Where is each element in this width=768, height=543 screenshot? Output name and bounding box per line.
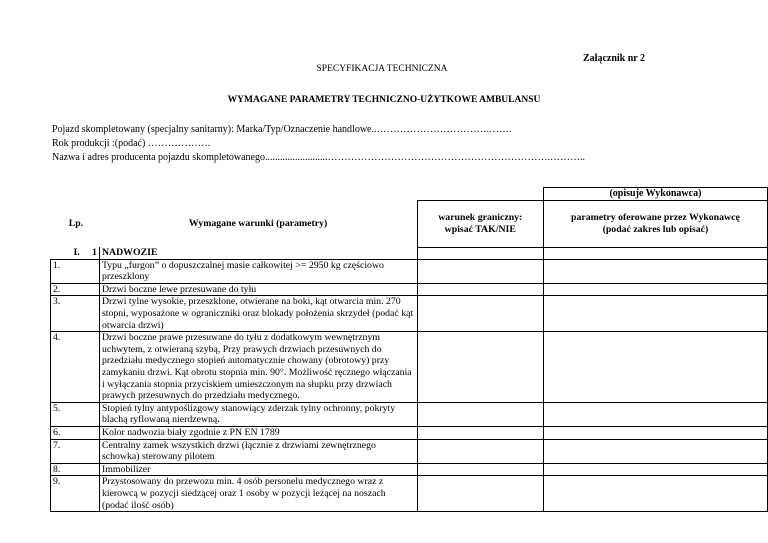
table-row — [51, 463, 768, 476]
row-lp: 5. — [51, 402, 100, 426]
row-limit-cell[interactable] — [417, 439, 543, 463]
row-limit-cell[interactable] — [417, 283, 543, 296]
table-row — [51, 476, 768, 512]
row-offer-cell[interactable] — [543, 427, 767, 440]
col-offer-header: parametry oferowane przez Wykonawcę (podać zakres lub opisać) — [543, 200, 767, 247]
row-limit-cell[interactable] — [417, 476, 543, 512]
row-lp: 8. — [51, 463, 100, 476]
meta-year-line: Rok produkcji :(podać) ………………. — [52, 138, 211, 149]
params-title: WYMAGANE PARAMETRY TECHNICZNO-UŻYTKOWE AMBULANSU — [227, 95, 541, 105]
row-limit-cell[interactable] — [417, 402, 543, 426]
row-text: Kolor nadwozia biały zgodnie z PN EN 1789 — [99, 427, 417, 440]
table-row — [51, 332, 768, 403]
col-limit-header: warunek graniczny: wpisać TAK/NIE — [417, 200, 543, 247]
row-offer-cell[interactable] — [543, 332, 767, 403]
row-offer-cell[interactable] — [543, 439, 767, 463]
spec-title-text: SPECYFIKACJA TECHNICZNA — [316, 64, 448, 74]
row-text: Stopień tylny antypoślizgowy stanowiący zderzak tylny ochronny, pokryty blachą ryflowaną nierdzewną. — [99, 402, 417, 426]
row-text: Immobilizer — [99, 463, 417, 476]
row-lp: 3. — [51, 296, 100, 332]
row-limit-cell[interactable] — [417, 332, 543, 403]
section-number: 1 — [92, 247, 97, 259]
table-row — [51, 296, 768, 332]
row-text: Drzwi boczne prawe przesuwane do tyłu z dodatkowym wewnętrznym uchwytem, z otwieraną szybą, Przy prawych drzwiach przesuwnych do przedziału medycznego stopień automatycznie chowany (obrotowy) przy zamykaniu drzwi. Kąt obrotu stopnia min. 90°. Możliwość ręcznego włączania i wyłączania stopnia przyciskiem umieszczonym na słupku przy drzwiach prawych przesuwnych do przedziału medycznego. — [99, 332, 417, 403]
row-lp: 2. — [51, 283, 100, 296]
row-offer-cell[interactable] — [543, 402, 767, 426]
table-row — [51, 439, 768, 463]
row-lp: 1. — [51, 259, 100, 283]
row-text: Drzwi boczne lewe przesuwane do tyłu — [99, 283, 417, 296]
section-title: NADWOZIE — [99, 247, 417, 259]
row-text: Centralny zamek wszystkich drzwi (łącznie z drzwiami zewnętrznego schowka) sterowany pilotem — [99, 439, 417, 463]
table-row — [51, 402, 768, 426]
row-offer-cell[interactable] — [543, 296, 767, 332]
row-limit-cell[interactable] — [417, 259, 543, 283]
attachment-label: Załącznik nr 2 — [583, 53, 646, 64]
row-offer-cell[interactable] — [543, 283, 767, 296]
contractor-note-row — [51, 188, 768, 201]
table-row — [51, 427, 768, 440]
row-offer-cell[interactable] — [543, 463, 767, 476]
row-text: Drzwi tylne wysokie, przeszklone, otwierane na boki, kąt otwarcia min. 270 stopni, wyposażone w ograniczniki oraz blokady położenia skrzydeł (podać kąt otwarcia drzwi) — [99, 296, 417, 332]
row-offer-cell[interactable] — [543, 476, 767, 512]
row-text: Typu „furgon” o dopuszczalnej masie całkowitej >= 2950 kg częściowo przeszklony — [99, 259, 417, 283]
row-limit-cell[interactable] — [417, 463, 543, 476]
section-row — [51, 247, 768, 259]
spec-title — [0, 64, 768, 74]
row-text: Przystosowany do przewozu min. 4 osób personelu medycznego wraz z kierowcą w pozycji siedzącej oraz 1 osoby w pozycji leżącej na noszach (podać ilość osób) — [99, 476, 417, 512]
contractor-note: (opisuje Wykonawca) — [543, 188, 767, 201]
meta-producer-line: Nazwa i adres producenta pojazdu skompletowanego.........................………………………………………………………….……….. — [52, 152, 585, 163]
col-req-header: Wymagane warunki (parametry) — [188, 217, 328, 229]
col-lp-header: Lp. — [68, 217, 84, 229]
table-header-row — [51, 200, 768, 247]
meta-vehicle-line: Pojazd skompletowany (specjalny sanitarny): Marka/Typ/Oznaczenie handlowe..…………………………….……. — [52, 124, 512, 135]
row-lp: 9. — [51, 476, 100, 512]
row-lp: 7. — [51, 439, 100, 463]
row-limit-cell[interactable] — [417, 427, 543, 440]
table-row — [51, 283, 768, 296]
row-lp: 6. — [51, 427, 100, 440]
row-limit-cell[interactable] — [417, 296, 543, 332]
row-offer-cell[interactable] — [543, 259, 767, 283]
table-row — [51, 259, 768, 283]
spec-table — [50, 187, 768, 512]
row-lp: 4. — [51, 332, 100, 403]
section-roman: I. — [73, 247, 80, 259]
